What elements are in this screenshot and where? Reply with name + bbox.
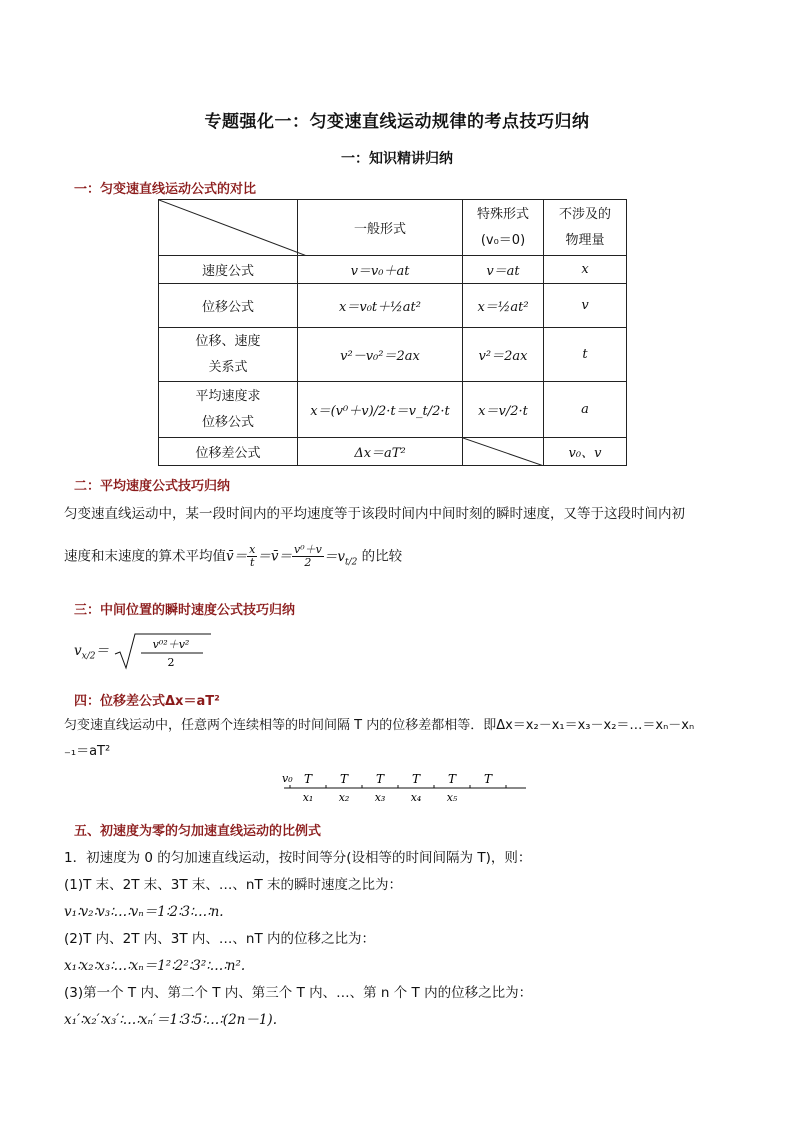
section2-formula-line: 速度和末速度的算术平均值v̄＝ $\frac{x}{t}$ ＝v̄＝ $\frac{\text{v⁰＋v}}{2}$ $=v_{t/2}$ 的比较 — [64, 543, 403, 569]
timeline-T-label: T — [411, 772, 421, 786]
row-general: v²－v₀²＝2ax — [298, 328, 463, 382]
timeline-x-label: x₄ — [410, 791, 422, 804]
row-absent: x — [544, 256, 627, 284]
table-corner-cell — [159, 200, 298, 256]
row-name-line1: 位移、速度 — [195, 333, 261, 349]
section2-paragraph: 匀变速直线运动中，某一段时间内的平均速度等于该段时间内中间时刻的瞬时速度，又等于这段时间内初 — [64, 506, 685, 522]
page-title: 专题强化一：匀变速直线运动规律的考点技巧归纳 — [204, 112, 590, 132]
fraction-x-over-t: $\frac{x}{t}$ — [249, 543, 256, 569]
row-special-empty — [463, 438, 544, 466]
timeline-T-label: T — [339, 772, 349, 786]
svg-text:2: 2 — [167, 656, 175, 669]
timeline-x-label: x₅ — [446, 791, 458, 804]
section-heading-4: 四：位移差公式Δx＝aT² — [74, 694, 220, 709]
timeline-x-label: x₃ — [374, 791, 386, 804]
row-absent: v₀、v — [544, 438, 627, 466]
row-special: x＝½at² — [463, 284, 544, 328]
table-row — [159, 284, 627, 328]
row-absent: t — [544, 328, 627, 382]
timeline-x-label: x₁ — [302, 791, 314, 804]
row-name: 速度公式 — [159, 256, 298, 284]
header-special-line2: (v₀＝0) — [480, 232, 526, 248]
row-name — [159, 382, 298, 438]
row-absent: a — [544, 382, 627, 438]
timeline-T-label: T — [483, 772, 493, 786]
table-row — [159, 438, 627, 466]
s5-line-1: (1)T 末、2T 末、3T 末、…、nT 末的瞬时速度之比为： — [64, 877, 403, 893]
row-name-line2: 位移公式 — [201, 414, 254, 430]
header-absent — [544, 200, 627, 256]
section4-paragraph: 匀变速直线运动中，任意两个连续相等的时间间隔 T 内的位移差都相等．即Δx＝x₂－x₁＝x₃－x₂＝…＝xₙ－xₙ — [64, 718, 695, 733]
svg-text:v⁰²＋v²: v⁰²＋v² — [152, 638, 190, 651]
timeline-diagram — [276, 768, 536, 808]
row-general: x＝v₀t＋½at² — [298, 284, 463, 328]
s5-line-4: x₁∶x₂∶x₃∶…∶xₙ＝1²∶2²∶3²∶…∶n². — [64, 958, 246, 974]
section2-suffix: 的比较 — [361, 548, 403, 565]
row-special: v²＝2ax — [463, 328, 544, 382]
header-absent-line2: 物理量 — [565, 232, 605, 248]
vbar-symbol-icon: v̄＝ — [226, 548, 248, 565]
timeline-v0-label: v₀ — [282, 772, 293, 785]
row-name: 位移差公式 — [159, 438, 298, 466]
s5-line-3: (2)T 内、2T 内、3T 内、…、nT 内的位移之比为： — [64, 931, 376, 947]
diagonal-line-icon — [159, 200, 307, 256]
section-heading-3: 三：中间位置的瞬时速度公式技巧归纳 — [74, 603, 296, 618]
row-general: Δx＝aT² — [298, 438, 463, 466]
header-absent-line1: 不涉及的 — [558, 206, 611, 222]
table-row — [159, 382, 627, 438]
table-row — [159, 328, 627, 382]
timeline-T-label: T — [375, 772, 385, 786]
row-name: 位移公式 — [159, 284, 298, 328]
header-special — [463, 200, 544, 256]
row-special: v＝at — [463, 256, 544, 284]
fraction-avg: $\frac{\text{v⁰＋v}}{2}$ — [294, 543, 322, 569]
timeline-T-label: T — [303, 772, 313, 786]
timeline-T-label: T — [447, 772, 457, 786]
section4-paragraph-cont: ₋₁＝aT² — [64, 744, 111, 759]
section2-text: 速度和末速度的算术平均值 — [64, 548, 226, 565]
section-heading-1: 一：匀变速直线运动公式的对比 — [74, 182, 257, 197]
sqrt-sign-icon — [113, 630, 213, 672]
row-name — [159, 328, 298, 382]
timeline-x-label: x₂ — [338, 791, 350, 804]
row-special: x＝v/2·t — [463, 382, 544, 438]
header-general: 一般形式 — [298, 200, 463, 256]
s5-line-0: 1．初速度为 0 的匀加速直线运动，按时间等分(设相等的时间间隔为 T)，则： — [64, 850, 532, 866]
table-row — [159, 256, 627, 284]
header-special-line1: 特殊形式 — [476, 206, 529, 222]
row-name-line1: 平均速度求 — [195, 388, 261, 404]
formula-comparison-table — [158, 199, 627, 466]
diagonal-line-icon — [463, 438, 544, 466]
s5-line-6: x₁′∶x₂′∶x₃′∶…∶xₙ′＝1∶3∶5∶…∶(2n－1). — [64, 1012, 277, 1028]
section-heading-5: 五、初速度为零的匀加速直线运动的比例式 — [74, 824, 322, 839]
row-name-line2: 关系式 — [208, 359, 248, 375]
row-general: v＝v₀＋at — [298, 256, 463, 284]
page-subtitle: 一：知识精讲归纳 — [341, 151, 453, 167]
row-general: x＝(v⁰＋v)/2·t＝v_t/2·t — [298, 382, 463, 438]
s5-line-2: v₁∶v₂∶v₃∶…∶vₙ＝1∶2∶3∶…∶n. — [64, 904, 224, 920]
row-absent: v — [544, 284, 627, 328]
s5-line-5: (3)第一个 T 内、第二个 T 内、第三个 T 内、…、第 n 个 T 内的位移之比为： — [64, 985, 533, 1001]
section-heading-2: 二：平均速度公式技巧归纳 — [74, 479, 231, 494]
mid-position-formula: $v_{x/2}=$ v⁰²＋v² 2 — [74, 630, 213, 672]
